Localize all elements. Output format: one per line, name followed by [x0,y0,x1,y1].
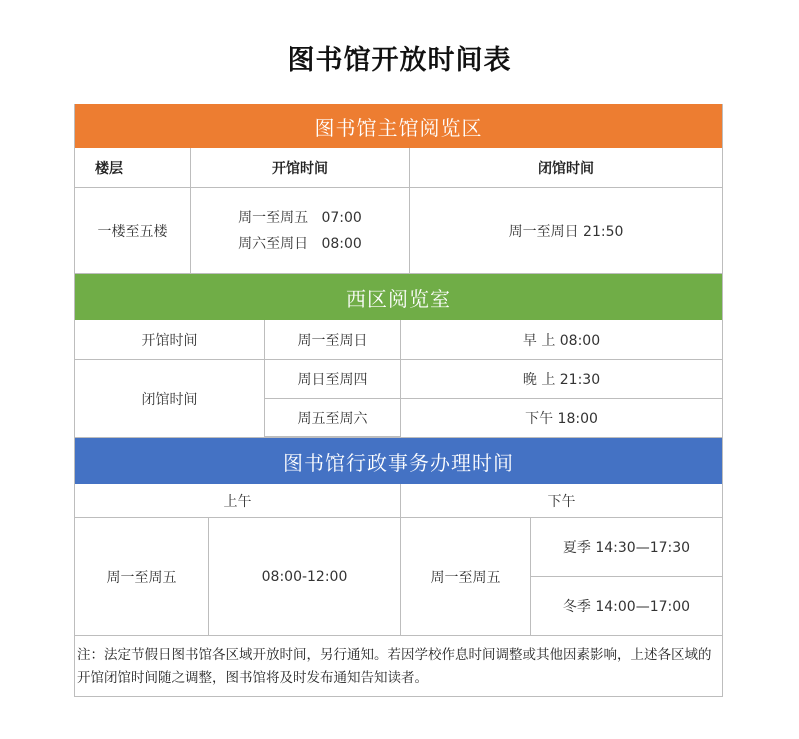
close-column-header: 闭馆时间 [410,148,723,187]
west-reading-room-header: 西区阅览室 [74,274,723,320]
west-close-times [265,360,723,437]
admin-data-row [74,518,723,636]
floor-column-header: 楼层 [75,148,191,187]
west-open-label: 开馆时间 [75,320,265,359]
west-close-days-2: 周五至周六 [265,399,401,437]
open-time-weekday: 周一至周五 07:00 [238,209,362,226]
am-label: 上午 [75,484,401,517]
floor-value: 一楼至五楼 [75,188,191,273]
pm-label: 下午 [401,484,723,517]
west-close-label: 闭馆时间 [75,360,265,437]
west-close-row-1 [265,360,723,399]
summer-hours: 夏季 14:30—17:30 [531,518,723,577]
main-reading-area-header: 图书馆主馆阅览区 [74,104,723,148]
footnote: 注：法定节假日图书馆各区域开放时间，另行通知。若因学校作息时间调整或其他因素影响，上述各区域的开馆闭馆时间随之调整，图书馆将及时发布通知告知读者。 [74,636,723,697]
open-times [191,188,410,273]
am-time: 08:00-12:00 [209,518,401,635]
main-data-row [74,188,723,274]
winter-hours: 冬季 14:00—17:00 [531,577,723,635]
west-close-time-2: 下午 18:00 [401,399,723,437]
pm-days: 周一至周五 [401,518,531,635]
open-time-weekend: 周六至周日 08:00 [238,235,362,252]
admin-period-row [74,484,723,518]
admin-hours-header: 图书馆行政事务办理时间 [74,438,723,484]
schedule-table [74,104,723,697]
open-column-header: 开馆时间 [191,148,410,187]
west-close-row [74,360,723,438]
close-time: 周一至周日 21:50 [410,188,723,273]
west-open-row [74,320,723,360]
west-close-row-2 [265,399,723,437]
am-days: 周一至周五 [75,518,209,635]
main-header-row [74,148,723,188]
page-title: 图书馆开放时间表 [287,45,512,76]
west-open-time: 早 上 08:00 [401,320,723,359]
pm-times [531,518,723,635]
west-close-days-1: 周日至周四 [265,360,401,399]
west-open-days: 周一至周日 [265,320,401,359]
west-close-time-1: 晚 上 21:30 [401,360,723,399]
